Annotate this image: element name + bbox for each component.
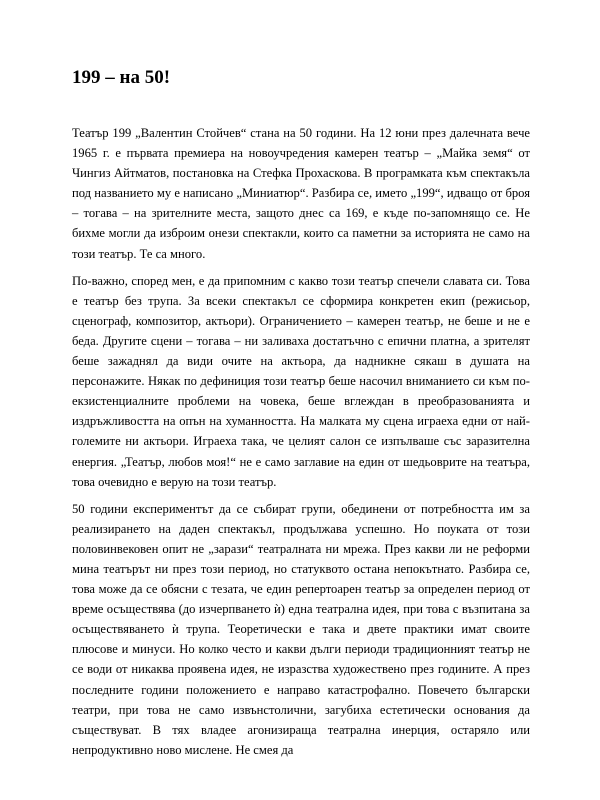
paragraph: Театър 199 „Валентин Стойчев“ стана на 50 години. На 12 юни през далечната вече 1965 г. е първата премиера на новоучредения камерен театър – „Майка земя“ от Чингиз Айтматов, постановка на Стефка Прохаскова. В програмката към спектакъла под названието му е написано „Миниатюр“. Разбира се, името „199“, идващо от броя – тогава – на зрителните места, защото днес са 169, е къде по-запомнящо се. Не бихме могли да изброим онези спектакли, които са паметни за историята не само на този театър. Те са много. [72,126,530,261]
document-title: 199 – на 50! [72,67,171,88]
paragraph: По-важно, според мен, е да припомним с какво този театър спечели славата си. Това е театър без трупа. За всеки спектакъл се сформира конкретен екип (режисьор, сценограф, композитор, актьори). Ограничението – камерен театър, не беше и не е беда. Другите сцени – тогава – ни заливаха достатъчно с епични платна, а зрителят беше зажаднял да види очите на актьора, да надникне сякаш в душата на персонажите. Някак по дефиниция този театър беше насочил вниманието си към по-екзистенциалните проблеми на човека, беше вглеждан в преобразованията и издръжливостта на опън на хуманността. На малката му сцена играеха едни от най-големите ни актьори. Играеха така, че целият салон се изпълваше със заразителна енергия. „Театър, любов моя!“ не е само заглавие на един от шедьоврите на театъра, това очевидно е верую на този театър. [72,273,530,489]
article-body [72,123,530,767]
paragraph: 50 години експериментът да се събират групи, обединени от потребността им за реализирането на даден спектакъл, продължава успешно. Но поуката от този половинвековен опит не „зарази“ театралната ни мрежа. През какви ли не реформи мина театърът ни през този период, но статуквото остана непокътнато. Разбира се, това може да се обясни с тезата, че един репертоарен театър за определен период от време осъществява (до изчерпването ѝ) една театрална идея, при това с възпитана за осъществяването ѝ трупа. Теоретически е така и двете практики имат своите плюсове и минуси. Но колко често и какви дълги периоди традиционният театър не се води от никаква проявена идея, не изразства художествено през годините. А през последните години положението е направо катастрофално. Повечето български театри, при това не само извънстолични, загубиха естетически основания да съществуват. В тях владее агонизираща театрална инерция, остаряло или непродуктивно ново мислене. Не смея да [72,501,530,757]
